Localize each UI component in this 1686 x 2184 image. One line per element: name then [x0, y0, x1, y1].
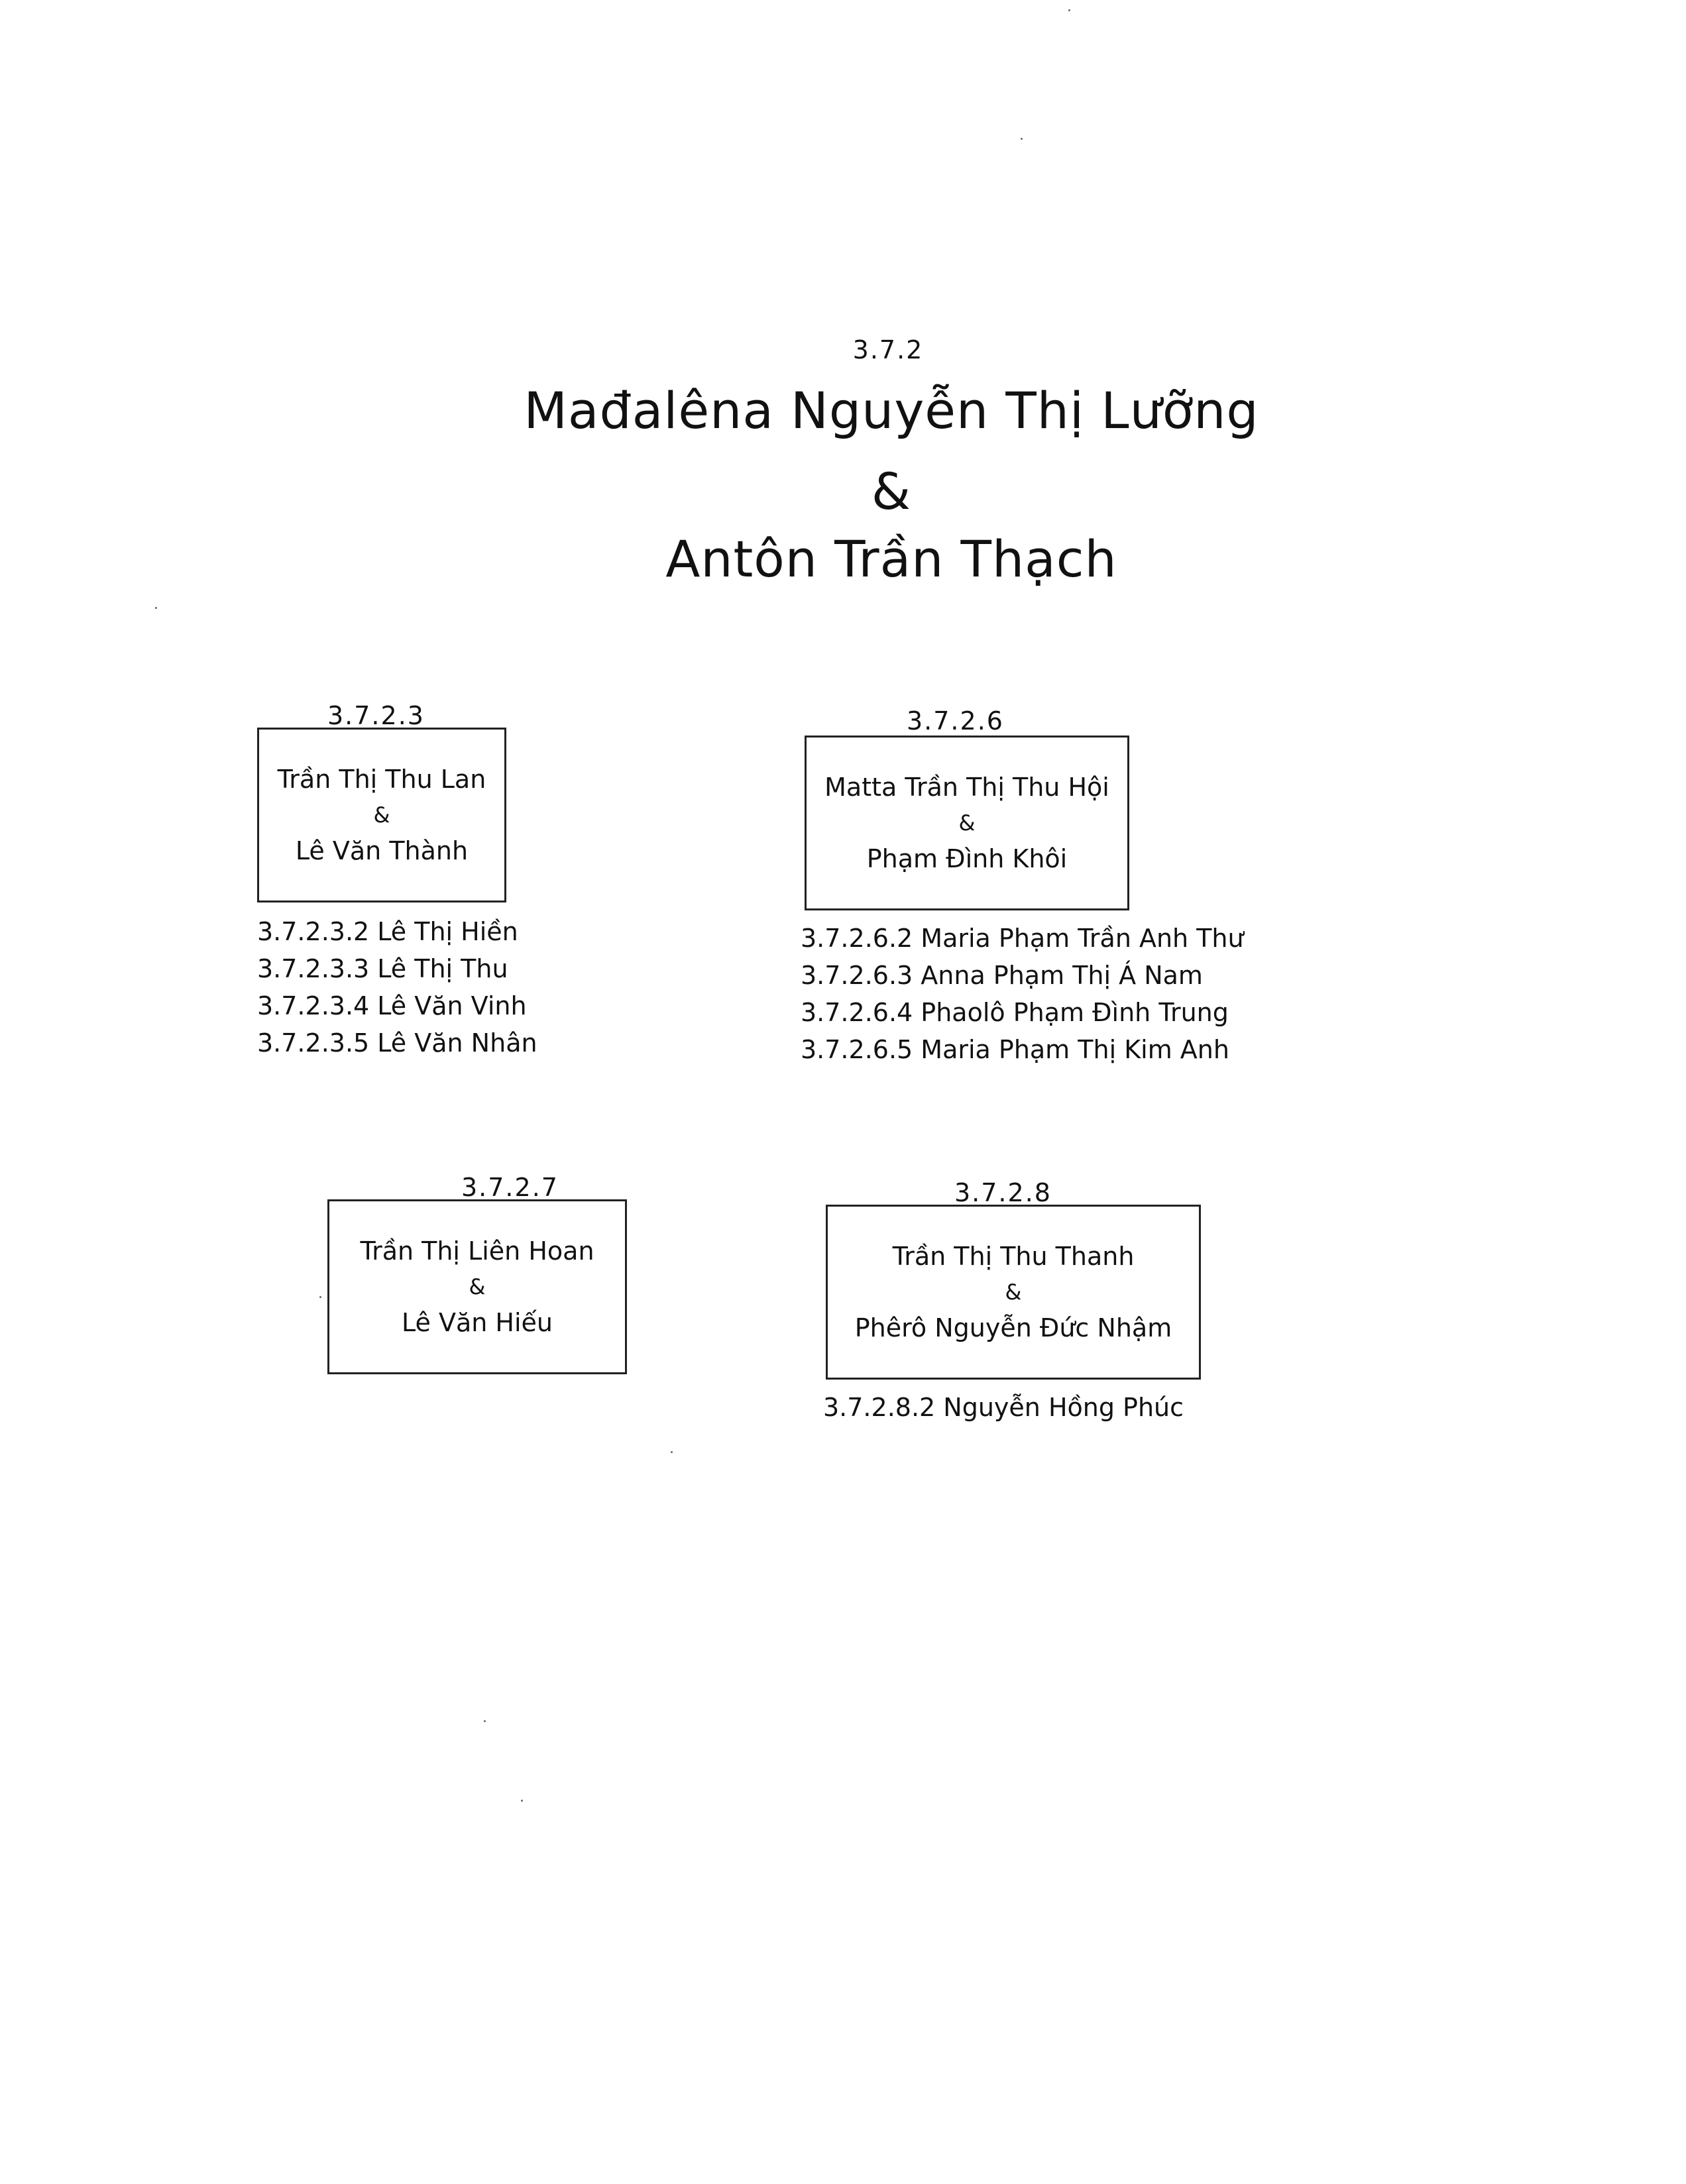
child-entry: 3.7.2.6.4 Phaolô Phạm Đình Trung: [801, 998, 1229, 1027]
child-entry: 3.7.2.3.5 Lê Văn Nhân: [257, 1028, 537, 1058]
scan-speck: [1068, 9, 1070, 11]
scan-speck: [319, 1296, 321, 1298]
ampersand: &: [958, 810, 976, 836]
family-box: [805, 736, 1129, 910]
children-list: [801, 920, 1244, 1068]
children-list: [257, 913, 537, 1062]
child-entry: 3.7.2.6.3 Anna Phạm Thị Á Nam: [801, 961, 1203, 990]
scan-speck: [521, 1800, 523, 1802]
family-box: [327, 1199, 627, 1374]
family-code: 3.7.2.7: [461, 1173, 559, 1202]
child-entry: 3.7.2.3.3 Lê Thị Thu: [257, 954, 508, 983]
spouse-1-name: Trần Thị Liên Hoan: [360, 1236, 594, 1266]
scan-speck: [155, 607, 157, 609]
spouse-2-name: Lê Văn Thành: [295, 836, 469, 865]
child-entry: 3.7.2.6.2 Maria Phạm Trần Anh Thư: [801, 924, 1244, 953]
ampersand: &: [1005, 1280, 1022, 1305]
title-ampersand: &: [871, 462, 912, 521]
title-husband-name: Antôn Trần Thạch: [665, 529, 1117, 588]
scan-speck: [671, 1451, 673, 1453]
section-code: 3.7.2: [852, 335, 924, 364]
spouse-1-name: Matta Trần Thị Thu Hội: [824, 773, 1109, 802]
ampersand: &: [469, 1274, 486, 1299]
scan-speck: [484, 1720, 486, 1722]
family-box: [257, 728, 506, 902]
title-wife-name: Mađalêna Nguyễn Thị Lưỡng: [524, 381, 1259, 440]
scan-speck: [1021, 138, 1023, 140]
spouse-2-name: Phạm Đình Khôi: [866, 844, 1068, 873]
child-entry: 3.7.2.3.4 Lê Văn Vinh: [257, 991, 527, 1020]
spouse-1-name: Trần Thị Thu Lan: [277, 765, 486, 794]
children-list: [823, 1389, 1184, 1426]
child-entry: 3.7.2.6.5 Maria Phạm Thị Kim Anh: [801, 1035, 1229, 1064]
family-box: [826, 1205, 1201, 1380]
spouse-2-name: Phêrô Nguyễn Đức Nhậm: [854, 1313, 1172, 1342]
child-entry: 3.7.2.8.2 Nguyễn Hồng Phúc: [823, 1393, 1184, 1422]
ampersand: &: [373, 802, 390, 828]
family-code: 3.7.2.3: [327, 701, 425, 730]
family-code: 3.7.2.8: [954, 1178, 1052, 1207]
spouse-2-name: Lê Văn Hiếu: [402, 1308, 553, 1337]
child-entry: 3.7.2.3.2 Lê Thị Hiền: [257, 917, 518, 946]
family-code: 3.7.2.6: [907, 706, 1004, 736]
spouse-1-name: Trần Thị Thu Thanh: [892, 1242, 1135, 1271]
